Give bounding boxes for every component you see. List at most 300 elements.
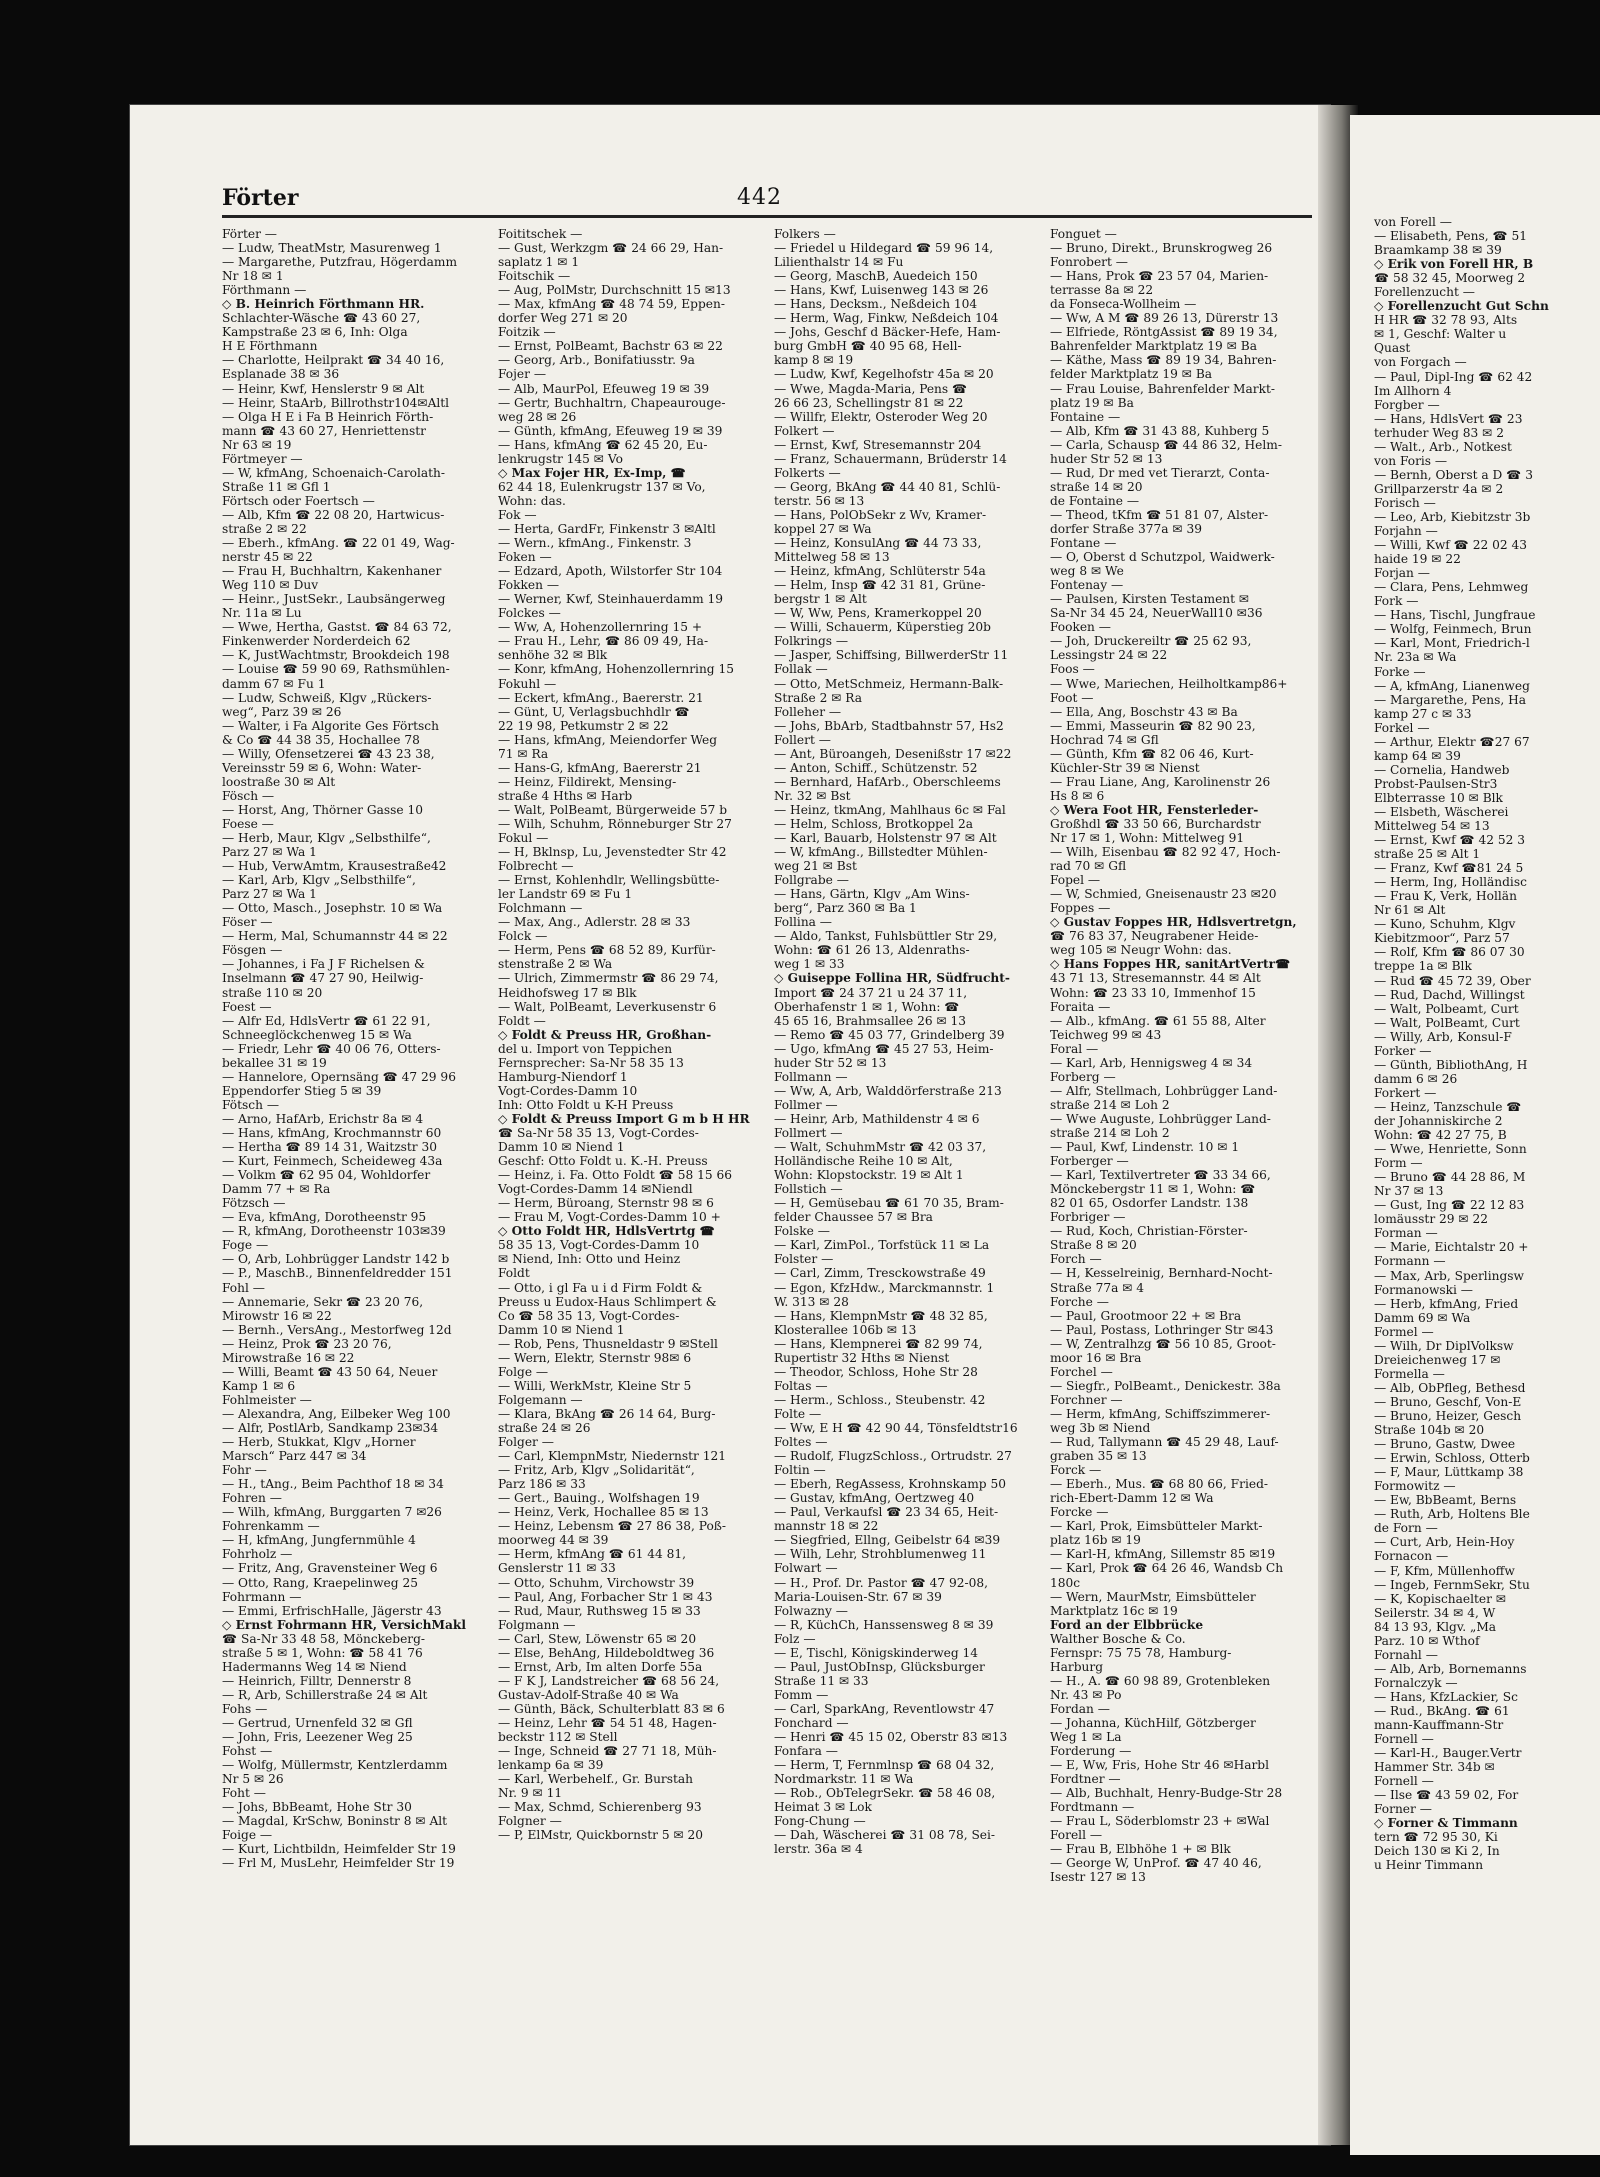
directory-line: — Paul, Kwf, Lindenstr. 10 ✉ 1 — [1050, 1140, 1240, 1155]
directory-line: Fohrholz — — [222, 1547, 293, 1562]
directory-line: Schneeglöckchenweg 15 ✉ Wa — [222, 1027, 412, 1042]
directory-line: Grillparzerstr 4a ✉ 2 — [1374, 481, 1504, 496]
directory-line: — Ella, Ang, Boschstr 43 ✉ Ba — [1050, 704, 1238, 719]
directory-line: — Frau L, Söderblomstr 23 + ✉Wal — [1050, 1814, 1270, 1829]
directory-line: berg“, Parz 360 ✉ Ba 1 — [774, 901, 917, 916]
directory-line: — Henri ☎ 45 15 02, Oberstr 83 ✉13 — [774, 1730, 1008, 1745]
directory-line: weg 105 ✉ Neugr Wohn: das. — [1050, 943, 1232, 958]
directory-line: — Charlotte, Heilprakt ☎ 34 40 16, — [222, 353, 445, 368]
directory-line: — Heinrich, Filltr, Dennerstr 8 — [222, 1673, 412, 1688]
directory-line: — Willi, Beamt ☎ 43 50 64, Neuer — [222, 1364, 438, 1379]
directory-line: Fötzsch — — [222, 1196, 286, 1211]
directory-column-right — [1374, 215, 1600, 1873]
directory-line: — Johs, BbBeamt, Hohe Str 30 — [222, 1800, 412, 1815]
directory-line: Weg 1 ✉ La — [1050, 1730, 1122, 1745]
directory-line: — Volkm ☎ 62 95 04, Wohldorfer — [222, 1168, 431, 1183]
directory-line: Lilienthalstr 14 ✉ Fu — [774, 255, 904, 270]
directory-line: de Forn — — [1374, 1521, 1438, 1536]
directory-line: — Fritz, Arb, Klgv „Solidarität“, — [498, 1463, 695, 1478]
directory-line: W. 313 ✉ 28 — [774, 1294, 849, 1309]
directory-line: Fonchard — — [774, 1715, 849, 1730]
directory-line: felder Marktplatz 19 ✉ Ba — [1050, 367, 1213, 382]
directory-line: — Elfriede, RöntgAssist ☎ 89 19 34, — [1050, 325, 1278, 340]
directory-line: — Alb, Kfm ☎ 31 43 88, Kuhberg 5 — [1050, 423, 1270, 438]
directory-line: — A, kfmAng, Lianenweg — [1374, 678, 1530, 693]
directory-line: — Hans, kfmAng ☎ 62 45 20, Eu- — [498, 437, 708, 452]
directory-line: — Frau Liane, Ang, Karolinenstr 26 — [1050, 774, 1271, 789]
directory-line: — F, Maur, Lüttkamp 38 — [1374, 1465, 1524, 1480]
directory-line: ◇ Gustav Foppes HR, Hdlsvertretgn, — [1050, 915, 1297, 930]
directory-line: — R, kfmAng, Dorotheenstr 103✉39 — [222, 1224, 446, 1239]
directory-line: Fornell — — [1374, 1774, 1434, 1789]
directory-line: Follmert — — [774, 1126, 843, 1140]
directory-line: — Ludw, Kwf, Kegelhofstr 45a ✉ 20 — [774, 367, 994, 382]
directory-line: — Gertr, Buchhaltrn, Chapeaurouge- — [498, 395, 726, 410]
page-header-title: Förter — [222, 185, 299, 211]
directory-line: Folgemann — — [498, 1392, 583, 1407]
directory-line: — Eberh., kfmAng. ☎ 22 01 49, Wag- — [222, 536, 455, 551]
directory-line: — Herm, Pens ☎ 68 52 89, Kurfür- — [498, 943, 716, 958]
directory-line: Forch — — [1050, 1252, 1102, 1267]
directory-line: Parz 186 ✉ 33 — [498, 1477, 586, 1492]
directory-line: ☎ 58 32 45, Moorweg 2 — [1374, 271, 1526, 286]
directory-line: — Aldo, Tankst, Fuhlsbüttler Str 29, — [774, 929, 998, 944]
directory-line: — Ingeb, FernmSekr, Stu — [1374, 1577, 1530, 1592]
directory-line: — Fritz, Ang, Gravensteiner Weg 6 — [222, 1561, 438, 1576]
directory-line: mann-Kauffmann-Str — [1374, 1718, 1504, 1733]
directory-line: 82 01 65, Osdorfer Landstr. 138 — [1050, 1196, 1249, 1211]
directory-line: Im Allhorn 4 — [1374, 383, 1452, 398]
directory-line: Follstich — — [774, 1182, 843, 1197]
directory-line: Nr 5 ✉ 26 — [222, 1772, 284, 1787]
directory-line: & Co ☎ 44 38 35, Hochallee 78 — [222, 732, 420, 747]
directory-line: — Alexandra, Ang, Eilbeker Weg 100 — [222, 1406, 451, 1421]
directory-line: Fohr — — [222, 1463, 267, 1478]
directory-line: — Paul, Grootmoor 22 + ✉ Bra — [1050, 1308, 1242, 1323]
directory-line: Damm 10 ✉ Niend 1 — [498, 1140, 625, 1155]
directory-line: Forke — — [1374, 664, 1426, 679]
directory-line: Folck — — [498, 929, 548, 944]
directory-line: Harburg — [1050, 1659, 1103, 1674]
directory-line: Damm 69 ✉ Wa — [1374, 1310, 1471, 1325]
directory-line: Geschf: Otto Foldt u. K.-H. Preuss — [498, 1154, 708, 1169]
directory-line: Ford an der Elbbrücke — [1050, 1617, 1204, 1632]
directory-line: Fontenay — — [1050, 578, 1124, 593]
directory-line: — Wilh, Dr DiplVolksw — [1374, 1338, 1514, 1353]
directory-line: — Hans, KlempnMstr ☎ 48 32 85, — [774, 1308, 988, 1323]
directory-line: Teichweg 99 ✉ 43 — [1050, 1027, 1162, 1042]
directory-line: — W, Schmied, Gneisenaustr 23 ✉20 — [1050, 887, 1277, 902]
directory-line: de Fontaine — — [1050, 493, 1140, 508]
directory-line: Weg 110 ✉ Duv — [222, 578, 319, 593]
directory-line: — Otto, MetSchmeiz, Hermann-Balk- — [774, 676, 1004, 691]
directory-line: — Wwe Auguste, Lohbrügger Land- — [1050, 1111, 1271, 1126]
directory-line: Forellenzucht — — [1374, 285, 1475, 300]
directory-line: — Heinr., JustSekr., Laubsängerweg — [222, 592, 446, 607]
right-page-edge — [1350, 115, 1600, 2155]
directory-line: Hammer Str. 34b ✉ — [1374, 1760, 1495, 1775]
directory-line: — Walt, PolBeamt, Curt — [1374, 1015, 1520, 1030]
directory-line: Fohl — — [222, 1280, 265, 1295]
directory-line: Oberhafenstr 1 ✉ 1, Wohn: ☎ — [774, 999, 960, 1014]
directory-line: Forberg — — [1050, 1069, 1116, 1084]
directory-line: straße 24 ✉ 26 — [498, 1420, 591, 1435]
directory-line: — Frl M, MusLehr, Heimfelder Str 19 — [222, 1856, 455, 1871]
directory-line: — Wilh, Lehr, Strohblumenweg 11 — [774, 1547, 987, 1562]
directory-line: Fonguet — — [1050, 227, 1117, 241]
directory-line: ◇ Max Fojer HR, Ex-Imp, ☎ — [498, 465, 686, 480]
directory-line: Hamburg-Niendorf 1 — [498, 1069, 628, 1084]
directory-line: Genslerstr 11 ✉ 33 — [498, 1561, 616, 1576]
directory-line: — Karl, Textilvertreter ☎ 33 34 66, — [1050, 1168, 1271, 1183]
directory-line: Fohst — — [222, 1744, 273, 1759]
directory-line: Eppendorfer Stieg 5 ✉ 39 — [222, 1083, 382, 1098]
directory-line: weg 3b ✉ Niend — [1050, 1420, 1151, 1435]
directory-line: — Erwin, Schloss, Otterb — [1374, 1451, 1530, 1466]
directory-line: Forner — — [1374, 1802, 1432, 1817]
directory-line: — Helm, Schloss, Brotkoppel 2a — [774, 816, 973, 831]
directory-line: Folte — — [774, 1406, 822, 1421]
directory-line: — Karl, Prok ☎ 64 26 46, Wandsb Ch 180c — [1050, 1561, 1284, 1590]
directory-line: — Rud, Tallymann ☎ 45 29 48, Lauf- — [1050, 1435, 1279, 1450]
directory-line: — Willi, Kwf ☎ 22 02 43 — [1374, 538, 1527, 553]
directory-line: Folkers — — [774, 227, 836, 241]
directory-line: — Wern., kfmAng., Finkenstr. 3 — [498, 536, 692, 551]
directory-line: Fornell — — [1374, 1732, 1434, 1747]
directory-line: — Johs, BbArb, Stadtbahnstr 57, Hs2 — [774, 718, 1004, 733]
directory-line: — Ruth, Arb, Holtens Ble — [1374, 1507, 1530, 1522]
directory-line: platz 16b ✉ 19 — [1050, 1533, 1141, 1548]
directory-line: Straße 8 ✉ 20 — [1050, 1238, 1137, 1253]
directory-line: lenkrugstr 145 ✉ Vo — [498, 451, 623, 466]
directory-line: Foitschik — — [498, 269, 571, 284]
directory-line: — Willy, Ofensetzerei ☎ 43 23 38, — [222, 746, 435, 761]
directory-line: — Paul, Ang, Forbacher Str 1 ✉ 43 — [498, 1589, 713, 1604]
directory-line: — Ww, E H ☎ 42 90 44, Tönsfeldtstr16 — [774, 1420, 1018, 1435]
directory-line: — P., MaschB., Binnenfeldredder 151 — [222, 1266, 453, 1281]
directory-line: — Günth, Kfm ☎ 82 06 46, Kurt- — [1050, 746, 1254, 761]
directory-line: damm 6 ✉ 26 — [1374, 1071, 1458, 1086]
directory-line: — Hans, Kwf, Luisenweg 143 ✉ 26 — [774, 283, 989, 298]
directory-line: — Arno, HafArb, Erichstr 8a ✉ 4 — [222, 1111, 424, 1126]
directory-line: Forbriger — — [1050, 1210, 1126, 1225]
directory-line: — Carl, KlempnMstr, Niedernstr 121 — [498, 1449, 726, 1464]
directory-line: — Konr, kfmAng, Hohenzollernring 15 — [498, 662, 734, 677]
directory-line: Fornahl — — [1374, 1647, 1438, 1662]
directory-line: Folske — — [774, 1224, 830, 1239]
directory-line: Nr. 11a ✉ Lu — [222, 606, 302, 621]
directory-line: — P, ElMstr, Quickbornstr 5 ✉ 20 — [498, 1828, 704, 1843]
directory-line: ◇ Ernst Fohrmann HR, VersichMakl — [222, 1617, 466, 1632]
directory-line: Foitzik — — [498, 325, 556, 340]
directory-line: Holländische Reihe 10 ✉ Alt, — [774, 1154, 953, 1169]
directory-line: — Wilh, kfmAng, Burggarten 7 ✉26 — [222, 1505, 442, 1520]
directory-line: — W, Ww, Pens, Kramerkoppel 20 — [774, 606, 982, 621]
directory-line: — Helm, Insp ☎ 42 31 81, Grüne- — [774, 578, 986, 593]
directory-line: — Werner, Kwf, Steinhauerdamm 19 — [498, 592, 724, 607]
directory-line: — Ww, A, Arb, Walddörferstraße 213 — [774, 1083, 1002, 1098]
directory-line: Fonrobert — — [1050, 255, 1128, 270]
directory-line: — Margarethe, Pens, Ha — [1374, 692, 1527, 707]
directory-line: Fohrmann — — [222, 1589, 302, 1604]
directory-line: — Paulsen, Kirsten Testament ✉ — [1050, 592, 1250, 607]
directory-line: Folkert — — [774, 423, 835, 438]
directory-line: Forchner — — [1050, 1392, 1123, 1407]
directory-line: Fokul — — [498, 831, 549, 846]
directory-line: — Heinz, tkmAng, Mahlhaus 6c ✉ Fal — [774, 802, 1006, 817]
directory-line: Straße 11 ✉ 33 — [774, 1673, 869, 1688]
directory-line: — Käthe, Mass ☎ 89 19 34, Bahren- — [1050, 353, 1277, 368]
directory-line: del u. Import von Teppichen — [498, 1041, 673, 1056]
directory-line: Foese — — [222, 816, 274, 831]
directory-line: — Carl, Zimm, Tresckowstraße 49 — [774, 1266, 986, 1281]
directory-line: — Gertrud, Urnenfeld 32 ✉ Gfl — [222, 1715, 413, 1730]
directory-line: ☎ Sa-Nr 33 48 58, Mönckeberg- — [222, 1631, 426, 1646]
directory-line: — Heinz, Prok ☎ 23 20 76, — [222, 1336, 392, 1351]
directory-line: Förthmann — — [222, 283, 307, 298]
directory-line: Follak — — [774, 662, 828, 677]
directory-line: Folchmann — — [498, 901, 583, 916]
directory-line: — Theodor, Schloss, Hohe Str 28 — [774, 1364, 978, 1379]
directory-line: Forche — — [1050, 1294, 1109, 1309]
directory-line: — Paul, JustObInsp, Glücksburger — [774, 1659, 985, 1674]
directory-line: Kampstraße 23 ✉ 6, Inh: Olga — [222, 325, 408, 340]
directory-line: Mönckebergstr 11 ✉ 1, Wohn: ☎ — [1050, 1182, 1256, 1197]
directory-line: — Karl-H., Bauger.Vertr — [1374, 1746, 1522, 1761]
directory-line: — Dah, Wäscherei ☎ 31 08 78, Sei- — [774, 1828, 996, 1843]
directory-line: haide 19 ✉ 22 — [1374, 552, 1461, 567]
directory-line: Sa-Nr 34 45 24, NeuerWall10 ✉36 — [1050, 606, 1263, 621]
directory-line: Folster — — [774, 1252, 834, 1267]
directory-line: — Frau Louise, Bahrenfelder Markt- — [1050, 381, 1275, 396]
directory-line: — Heinr, Kwf, Henslerstr 9 ✉ Alt — [222, 381, 425, 396]
directory-line: — K, JustWachtmstr, Brookdeich 198 — [222, 648, 450, 663]
directory-line: damm 67 ✉ Fu 1 — [222, 676, 326, 691]
directory-line: Fomm — — [774, 1687, 829, 1702]
directory-line: — W, kfmAng., Billstedter Mühlen- — [774, 845, 988, 860]
directory-line: Nr. 43 ✉ Po — [1050, 1687, 1122, 1702]
directory-line: Forjan — — [1374, 566, 1430, 581]
directory-line: — Walter, i Fa Algorite Ges Förtsch — [222, 718, 439, 733]
directory-line: Küchler-Str 39 ✉ Nienst — [1050, 760, 1200, 775]
directory-line: beckstr 112 ✉ Stell — [498, 1730, 618, 1745]
directory-line: — Karl, Mont, Friedrich-l — [1374, 636, 1530, 651]
directory-line: ler Landstr 69 ✉ Fu 1 — [498, 887, 633, 902]
directory-line: — Walt., Arb., Notkest — [1374, 439, 1512, 454]
directory-line: mannstr 18 ✉ 22 — [774, 1519, 879, 1534]
directory-line: Forberger — — [1050, 1154, 1129, 1169]
directory-line: — Alfr, PostlArb, Sandkamp 23✉34 — [222, 1420, 439, 1435]
directory-line: Folwart — — [774, 1561, 838, 1576]
directory-line: — Hertha ☎ 89 14 31, Waitzstr 30 — [222, 1140, 437, 1155]
directory-line: Foral — — [1050, 1041, 1099, 1056]
directory-line: — O, Arb, Lohbrügger Landstr 142 b — [222, 1252, 450, 1267]
directory-line: — H, kfmAng, Jungfernmühle 4 — [222, 1533, 416, 1548]
directory-line: — E, Tischl, Königskinderweg 14 — [774, 1645, 979, 1660]
directory-line: burg GmbH ☎ 40 95 68, Hell- — [774, 339, 962, 354]
directory-line: — Frau K, Verk, Hollän — [1374, 889, 1517, 904]
directory-line: straße 4 Hths ✉ Harb — [498, 788, 633, 803]
directory-line: — Wwe, Mariechen, Heilholtkamp86+ — [1050, 676, 1288, 691]
directory-line: — Alb., kfmAng. ☎ 61 55 88, Alter — [1050, 1013, 1266, 1028]
directory-line: — Bruno, Direkt., Brunskrogweg 26 — [1050, 241, 1273, 256]
directory-line: Vereinsstr 59 ✉ 6, Wohn: Water- — [222, 760, 422, 775]
directory-line: — Siegfr., PolBeamt., Denickestr. 38a — [1050, 1378, 1281, 1393]
directory-line: Fordtmann — — [1050, 1800, 1135, 1815]
directory-line: Nr 61 ✉ Alt — [1374, 903, 1446, 918]
directory-line: — Theod, tKfm ☎ 51 81 07, Alster- — [1050, 507, 1269, 522]
directory-line: — Herm, T, Fernmlnsp ☎ 68 04 32, — [774, 1758, 995, 1773]
directory-line: weg 8 ✉ We — [1050, 564, 1124, 579]
directory-line: terstr. 56 ✉ 13 — [774, 493, 865, 508]
directory-line: — H., tAng., Beim Pachthof 18 ✉ 34 — [222, 1477, 444, 1492]
directory-line: — Walt, PolBeamt, Bürgerweide 57 b — [498, 802, 728, 817]
directory-line: von Foris — — [1374, 453, 1448, 468]
directory-line: Finkenwerder Norderdeich 62 — [222, 634, 411, 649]
directory-line: Folbrecht — — [498, 859, 574, 874]
directory-line: Fernsprecher: Sa-Nr 58 35 13 — [498, 1055, 684, 1070]
directory-line: — Walt, PolBeamt, Leverkusenstr 6 — [498, 999, 717, 1014]
directory-line: — Hans-G, kfmAng, Baererstr 21 — [498, 760, 702, 775]
directory-line: — Ugo, kfmAng ☎ 45 27 53, Heim- — [774, 1041, 994, 1056]
directory-line: Folge — — [498, 1364, 549, 1379]
directory-line: ✉ 1, Geschf: Walter u — [1374, 327, 1507, 342]
directory-line: — Rob., ObTelegrSekr. ☎ 58 46 08, — [774, 1786, 996, 1801]
directory-line: — W, kfmAng, Schoenaich-Carolath- — [222, 465, 446, 480]
directory-line: Fohlmeister — — [222, 1392, 312, 1407]
directory-line: ◇ Wera Foot HR, Fensterleder- — [1050, 802, 1259, 817]
directory-line: kamp 8 ✉ 19 — [774, 353, 854, 368]
directory-line: Fok — — [498, 507, 537, 522]
directory-line: senhöhe 32 ✉ Blk — [498, 648, 608, 663]
directory-line: — Ernst, Kohlenhdlr, Wellingsbütte- — [498, 873, 720, 888]
directory-line: — Karl, Bauarb, Holstenstr 97 ✉ Alt — [774, 831, 997, 846]
directory-line: Marsch“ Parz 447 ✉ 34 — [222, 1449, 367, 1464]
directory-line: — Herm, Wag, Finkw, Neßdeich 104 — [774, 311, 999, 326]
directory-line: Bahrenfelder Marktplatz 19 ✉ Ba — [1050, 339, 1257, 354]
directory-line: — Bernh, Oberst a D ☎ 3 — [1374, 467, 1533, 482]
directory-line: straße 2 ✉ 22 — [222, 521, 307, 536]
directory-line: — Rud., BkAng. ☎ 61 — [1374, 1703, 1510, 1718]
directory-line: H HR ☎ 32 78 93, Alts — [1374, 313, 1518, 328]
directory-line: — Annemarie, Sekr ☎ 23 20 76, — [222, 1294, 424, 1309]
directory-line: Folger — — [498, 1435, 554, 1450]
directory-line: — Cornelia, Handweb — [1374, 762, 1510, 777]
directory-line: Hadermanns Weg 14 ✉ Niend — [222, 1659, 407, 1674]
directory-line: — Paul, Verkaufsl ☎ 23 34 65, Heit- — [774, 1505, 999, 1520]
directory-line: — Herm, Ing, Holländisc — [1374, 875, 1527, 890]
directory-line: — Ernst, Kwf ☎ 42 52 3 — [1374, 833, 1526, 848]
directory-line: Fernspr: 75 75 78, Hamburg- — [1050, 1645, 1232, 1660]
directory-line: — Gust, Ing ☎ 22 12 83 — [1374, 1198, 1525, 1213]
directory-line: Quast — [1374, 341, 1411, 356]
directory-line: Foppes — — [1050, 901, 1111, 916]
directory-line: u Heinr Timmann — [1374, 1858, 1484, 1873]
directory-line: — Franz, Schauermann, Brüderstr 14 — [774, 451, 1007, 466]
directory-line: — Hans, kfmAng, Krochmannstr 60 — [222, 1126, 442, 1140]
directory-line: — Eckert, kfmAng., Baererstr. 21 — [498, 690, 704, 705]
directory-line: — Rud, Dachd, Willingst — [1374, 987, 1525, 1002]
directory-line: Fohrenkamm — — [222, 1519, 320, 1534]
directory-line: Heidhofsweg 17 ✉ Blk — [498, 985, 637, 1000]
directory-line: — Ulrich, Zimmermstr ☎ 86 29 74, — [498, 971, 719, 986]
directory-line: — Bernh., VersAng., Mestorfweg 12d — [222, 1322, 452, 1337]
directory-line: Folgmann — — [498, 1617, 576, 1632]
directory-line: — Rud, Dr med vet Tierarzt, Conta- — [1050, 465, 1270, 480]
directory-line: stenstraße 2 ✉ Wa — [498, 957, 613, 972]
directory-line: — John, Fris, Leezener Weg 25 — [222, 1730, 413, 1745]
directory-line: — Heinz, Verk, Hochallee 85 ✉ 13 — [498, 1505, 709, 1520]
directory-line: 62 44 18, Eulenkrugstr 137 ✉ Vo, — [498, 479, 706, 494]
directory-line: rich-Ebert-Damm 12 ✉ Wa — [1050, 1491, 1214, 1506]
directory-line: — Frau H., Lehr, ☎ 86 09 49, Ha- — [498, 634, 709, 649]
page-number: 442 — [737, 185, 782, 210]
directory-line: — Paul, Dipl-Ing ☎ 62 42 — [1374, 369, 1533, 384]
directory-line: — Willfr, Elektr, Osteroder Weg 20 — [774, 409, 988, 424]
directory-line: Wohn: das. — [498, 493, 566, 508]
directory-line: — Carl, Stew, Löwenstr 65 ✉ 20 — [498, 1631, 697, 1646]
directory-line: Dreieichenweg 17 ✉ — [1374, 1352, 1501, 1367]
directory-line: Förter — — [222, 227, 277, 241]
directory-line: Forcke — — [1050, 1505, 1109, 1520]
directory-line: Fontane — — [1050, 536, 1117, 551]
directory-column-3 — [774, 227, 1036, 1856]
directory-line: bekallee 31 ✉ 19 — [222, 1055, 327, 1070]
directory-line: — Elsbeth, Wäscherei — [1374, 804, 1509, 819]
directory-line: Wohn: ☎ 23 33 10, Immenhof 15 — [1050, 985, 1256, 1000]
directory-line: tern ☎ 72 95 30, Ki — [1374, 1830, 1498, 1845]
directory-line: saplatz 1 ✉ 1 — [498, 255, 580, 270]
directory-line: — Rudolf, FlugzSchloss., Ortrudstr. 27 — [774, 1449, 1012, 1464]
directory-line: — Wwe, Hertha, Gastst. ☎ 84 63 72, — [222, 620, 452, 635]
directory-line: Fohren — — [222, 1491, 282, 1506]
directory-line: koppel 27 ✉ Wa — [774, 521, 872, 536]
directory-line: — Kurt, Feinmech, Scheideweg 43a — [222, 1154, 443, 1169]
directory-line: — Otto, Rang, Kraepelinweg 25 — [222, 1575, 418, 1590]
directory-line: Großhdl ☎ 33 50 66, Burchardstr — [1050, 816, 1261, 831]
directory-line: ◇ Foldt & Preuss HR, Großhan- — [498, 1027, 712, 1042]
directory-line: Klosterallee 106b ✉ 13 — [774, 1322, 917, 1337]
directory-line: — Hans, Klempnerei ☎ 82 99 74, — [774, 1336, 983, 1351]
directory-line: Follina — — [774, 915, 832, 930]
directory-line: Maria-Louisen-Str. 67 ✉ 39 — [774, 1589, 942, 1604]
directory-line: — O, Oberst d Schutzpol, Waidwerk- — [1050, 550, 1275, 565]
directory-line: — H., Prof. Dr. Pastor ☎ 47 92-08, — [774, 1575, 989, 1590]
directory-line: — Willi, Schauerm, Küperstieg 20b — [774, 620, 991, 635]
directory-line: Nr 17 ✉ 1, Wohn: Mittelweg 91 — [1050, 831, 1245, 846]
directory-line: Foldt — [498, 1266, 530, 1281]
directory-line: — E, Ww, Fris, Hohe Str 46 ✉Harbl — [1050, 1758, 1270, 1773]
directory-line: — Frau B, Elbhöhe 1 + ✉ Blk — [1050, 1842, 1231, 1857]
directory-line: Rupertistr 32 Hths ✉ Nienst — [774, 1350, 950, 1365]
directory-line: — Karl, ZimPol., Torfstück 11 ✉ La — [774, 1238, 990, 1253]
left-page — [130, 105, 1330, 2145]
directory-line: moorweg 44 ✉ 39 — [498, 1533, 609, 1548]
directory-line: — Wern, Elektr, Sternstr 98✉ 6 — [498, 1350, 692, 1365]
directory-line: — Emmi, ErfrischHalle, Jägerstr 43 — [222, 1603, 442, 1618]
directory-line: Mirowstr 16 ✉ 22 — [222, 1308, 332, 1323]
directory-line: — H, Gemüsebau ☎ 61 70 35, Bram- — [774, 1196, 1004, 1211]
directory-line: Nr 63 ✉ 19 — [222, 437, 292, 452]
directory-line: huder Str 52 ✉ 13 — [1050, 451, 1163, 466]
directory-line: ◇ Otto Foldt HR, HdlsVertrtg ☎ — [498, 1224, 715, 1239]
directory-line: Foldt — — [498, 1013, 546, 1028]
directory-line: Import ☎ 24 37 21 u 24 37 11, — [774, 985, 968, 1000]
directory-line: — Horst, Ang, Thörner Gasse 10 — [222, 802, 423, 817]
directory-line: Preuss u Eudox-Haus Schlimpert & — [498, 1294, 717, 1309]
directory-line: — Hans, KfzLackier, Sc — [1374, 1689, 1518, 1704]
directory-line: Formanowski — — [1374, 1282, 1473, 1297]
